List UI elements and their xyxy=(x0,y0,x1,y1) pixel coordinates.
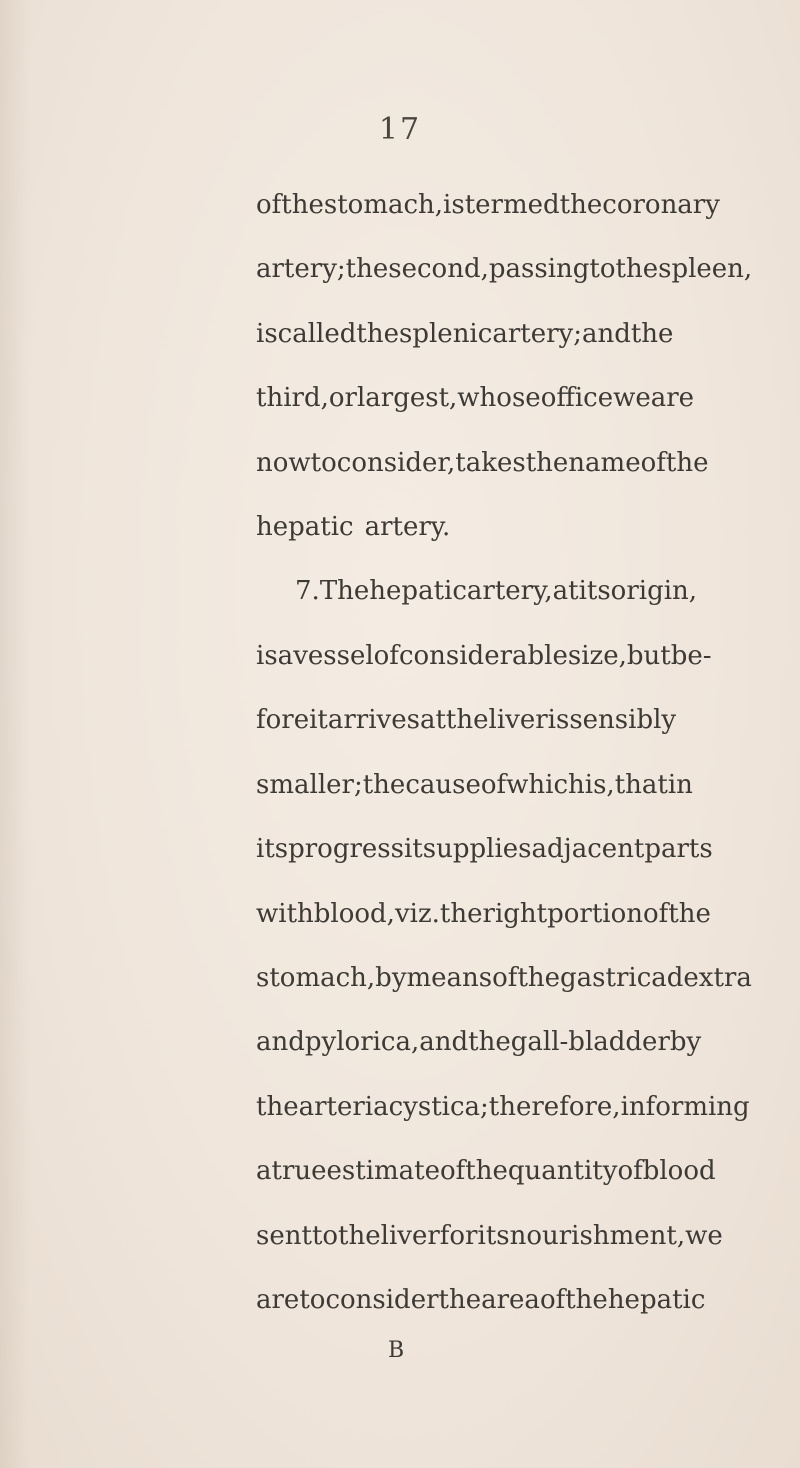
word: the xyxy=(525,448,569,478)
word: sent xyxy=(256,1221,312,1251)
text-line xyxy=(256,1025,702,1059)
text-line xyxy=(256,381,695,415)
word: of xyxy=(640,448,666,478)
word: size, xyxy=(567,641,627,671)
word: cystica xyxy=(388,1092,481,1122)
word: progress xyxy=(288,834,404,864)
word: or xyxy=(328,383,357,413)
word: vessel xyxy=(293,641,374,671)
word: is xyxy=(256,641,278,671)
word: that xyxy=(614,770,668,800)
word: we xyxy=(685,1221,723,1251)
word: artery xyxy=(492,319,574,349)
text-line xyxy=(256,961,752,995)
word: the xyxy=(565,1285,608,1315)
word: a xyxy=(256,1156,272,1186)
word: is xyxy=(256,319,278,349)
word: The xyxy=(319,576,370,606)
text-line xyxy=(256,639,712,673)
word: it xyxy=(309,705,328,735)
word: splenic xyxy=(399,319,493,349)
text-line xyxy=(256,317,674,351)
word: the xyxy=(281,190,324,220)
text-line xyxy=(256,1154,716,1188)
word: by xyxy=(669,1027,702,1057)
word: cause xyxy=(405,770,481,800)
word: arteria xyxy=(298,1092,389,1122)
word: ; xyxy=(336,254,346,284)
signature-mark: B xyxy=(388,1338,405,1363)
word: and xyxy=(419,1027,469,1057)
word: the xyxy=(362,770,406,800)
word: takes xyxy=(455,448,526,478)
text-line xyxy=(256,703,677,737)
word: stomach, xyxy=(256,963,376,993)
word: the xyxy=(256,1092,299,1122)
word: is xyxy=(443,190,465,220)
word: the xyxy=(559,190,603,220)
word: which xyxy=(506,770,585,800)
word: quantity xyxy=(507,1156,618,1186)
word: be- xyxy=(670,641,712,671)
word: the xyxy=(468,1027,511,1057)
word: supplies xyxy=(422,834,532,864)
word: forming xyxy=(645,1092,750,1122)
word: are xyxy=(256,1285,300,1315)
word: consider xyxy=(325,1285,439,1315)
word: office xyxy=(540,383,614,413)
word: to xyxy=(589,254,616,284)
page-number: 17 xyxy=(378,112,422,147)
word: area xyxy=(481,1285,540,1315)
word: liver xyxy=(488,705,548,735)
word: the xyxy=(465,1156,508,1186)
word: of xyxy=(440,1156,466,1186)
word: to xyxy=(310,448,337,478)
text-line xyxy=(256,446,709,480)
word: second, xyxy=(388,254,489,284)
word: the xyxy=(345,254,389,284)
word: termed xyxy=(464,190,560,220)
word: liver xyxy=(380,1221,440,1251)
word: its xyxy=(578,576,611,606)
word: consider, xyxy=(336,448,456,478)
word: fore xyxy=(256,705,310,735)
word: estimate xyxy=(326,1156,441,1186)
word: of xyxy=(480,770,507,800)
word: coronary xyxy=(602,190,720,220)
word: whose xyxy=(457,383,541,413)
word: spleen, xyxy=(658,254,753,284)
word: the xyxy=(630,319,674,349)
word: largest, xyxy=(356,383,458,413)
word: by xyxy=(375,963,407,993)
word: ; xyxy=(353,770,363,800)
word: called xyxy=(277,319,357,349)
word: 7. xyxy=(295,576,320,606)
word: the xyxy=(356,319,399,349)
word: parts xyxy=(644,834,713,864)
word: and xyxy=(581,319,631,349)
word: but xyxy=(626,641,671,671)
word: arrives xyxy=(327,705,420,735)
text-line xyxy=(295,574,698,608)
word: smaller xyxy=(256,770,354,800)
word: the xyxy=(668,899,711,929)
word: true xyxy=(271,1156,327,1186)
word: are xyxy=(650,383,695,413)
word: in xyxy=(620,1092,646,1122)
word: hepatic xyxy=(256,512,354,542)
word: is xyxy=(547,705,570,735)
word: pylorica, xyxy=(304,1027,420,1057)
word: adjacent xyxy=(531,834,645,864)
word: its xyxy=(477,1221,510,1251)
word: a xyxy=(277,641,294,671)
word: artery xyxy=(256,254,337,284)
word: considerable xyxy=(398,641,568,671)
word: the xyxy=(665,448,709,478)
word: of xyxy=(373,641,399,671)
word: name xyxy=(568,448,641,478)
word: right xyxy=(482,899,548,929)
word: therefore, xyxy=(488,1092,621,1122)
word: at xyxy=(419,705,446,735)
word: viz. xyxy=(394,899,440,929)
word: sensibly xyxy=(569,705,677,735)
text-line xyxy=(256,188,720,222)
word: now xyxy=(256,448,311,478)
word: at xyxy=(552,576,579,606)
word: with xyxy=(256,899,314,929)
word: for xyxy=(439,1221,478,1251)
word: gastrica xyxy=(560,963,667,993)
word: blood xyxy=(642,1156,716,1186)
text-line xyxy=(256,1090,750,1124)
word: means xyxy=(406,963,493,993)
word: hepatic xyxy=(607,1285,706,1315)
word: of xyxy=(256,190,282,220)
word: third, xyxy=(256,383,329,413)
word: of xyxy=(643,899,669,929)
word: the xyxy=(517,963,561,993)
word: portion xyxy=(547,899,643,929)
text-line xyxy=(256,252,753,286)
word: ; xyxy=(480,1092,489,1122)
word: in xyxy=(667,770,693,800)
word: the xyxy=(438,1285,482,1315)
text-line xyxy=(256,768,693,802)
word: of xyxy=(492,963,518,993)
text-line xyxy=(256,510,628,544)
word: nourishment, xyxy=(509,1221,686,1251)
word: its xyxy=(256,834,289,864)
word: to xyxy=(311,1221,339,1251)
word: the xyxy=(338,1221,381,1251)
text-line xyxy=(256,897,711,931)
word: is, xyxy=(584,770,615,800)
word: ; xyxy=(573,319,582,349)
text-line xyxy=(256,832,713,866)
word: origin, xyxy=(610,576,698,606)
word: it xyxy=(403,834,423,864)
word: artery, xyxy=(466,576,553,606)
word: the xyxy=(615,254,659,284)
page-edge-shadow xyxy=(0,0,30,1468)
word: to xyxy=(299,1285,326,1315)
word: artery. xyxy=(364,512,451,542)
text-line xyxy=(256,1283,706,1317)
text-line xyxy=(256,1219,723,1253)
word: passing xyxy=(488,254,590,284)
word: the xyxy=(439,899,483,929)
word: of xyxy=(617,1156,643,1186)
word: blood, xyxy=(313,899,395,929)
word: of xyxy=(539,1285,566,1315)
word: the xyxy=(445,705,489,735)
word: dextra xyxy=(666,963,752,993)
word: we xyxy=(613,383,651,413)
word: stomach, xyxy=(323,190,444,220)
word: and xyxy=(256,1027,305,1057)
word: gall-bladder xyxy=(510,1027,670,1057)
word: hepatic xyxy=(369,576,467,606)
